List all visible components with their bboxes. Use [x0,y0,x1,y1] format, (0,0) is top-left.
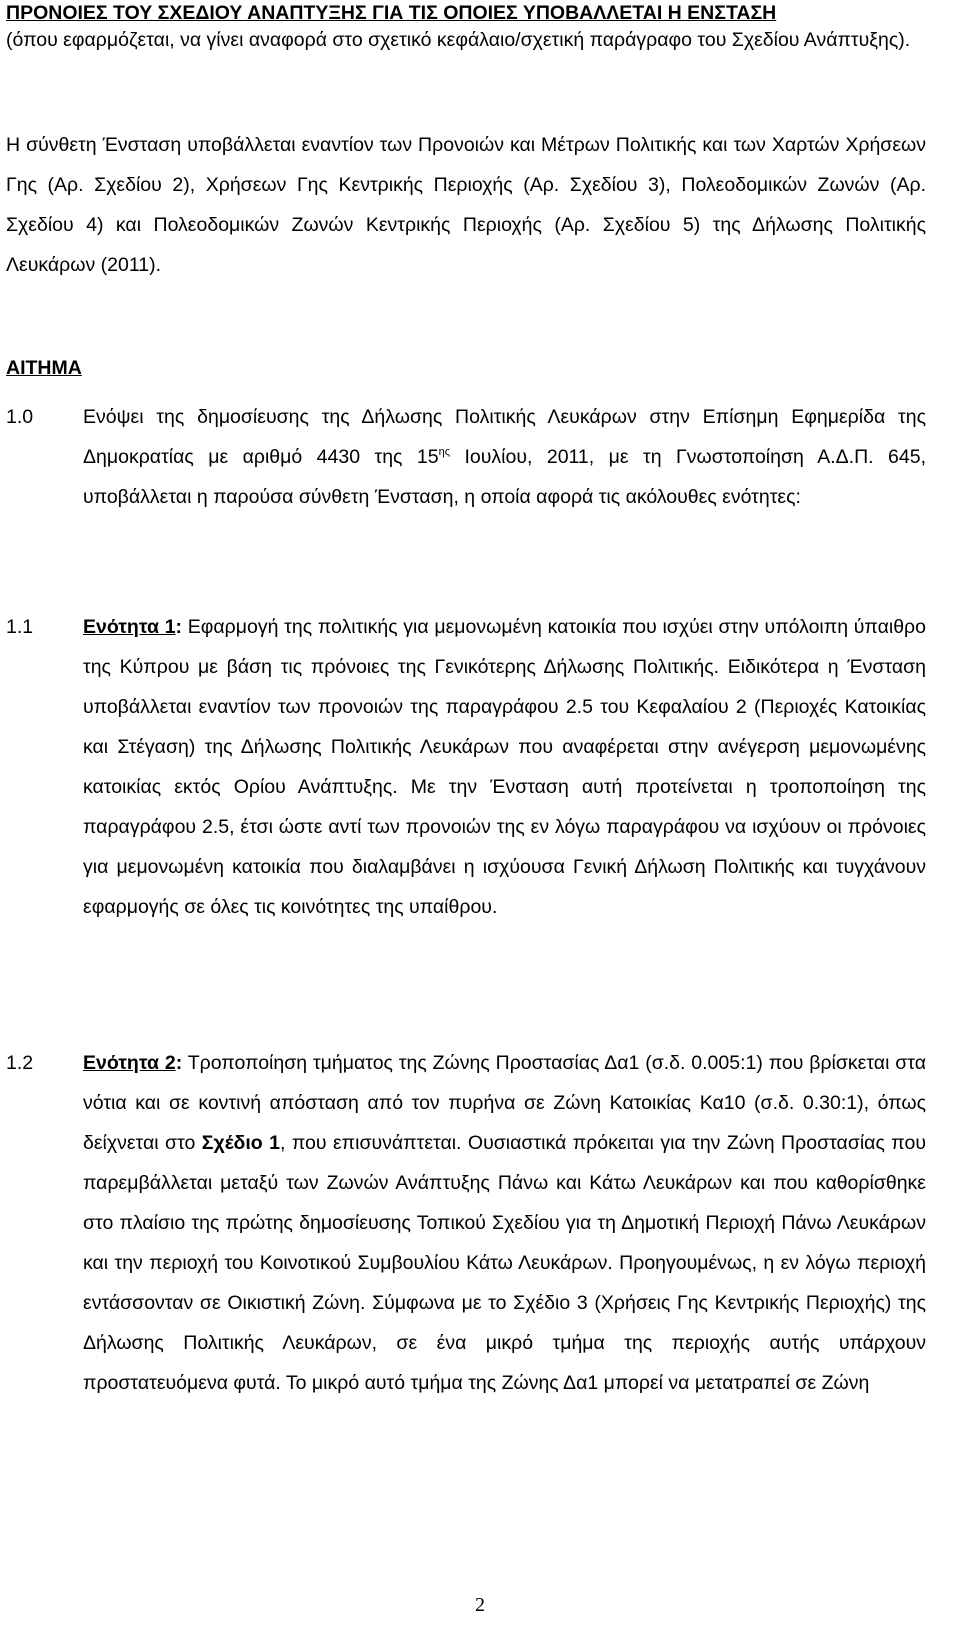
section-body: Ενότητα 2: Τροποποίηση τμήματος της Ζώνης Προστασίας Δα1 (σ.δ. 0.005:1) που βρίσκεται στα νότια και σε κοντινή απόσταση από τον πυρήνα σε Ζώνη Κατοικίας Κα10 (σ.δ. 0.30:1), όπως δείχνεται στο Σχέδιο 1, που επισυνάπτεται. Ουσιαστικά πρόκειται για την Ζώνη Προστασίας που παρεμβάλλεται μεταξύ των Ζωνών Ανάπτυξης Πάνω και Κάτω Λευκάρων και που καθορίσθηκε στο πλαίσιο της πρώτης δημοσίευσης Τοπικού Σχεδίου για τη Δημοτική Περιοχή Πάνω Λευκάρων και την περιοχή του Κοινοτικού Συμβουλίου Κάτω Λευκάρων. Προηγουμένως, η εν λόγω περιοχή εντάσσονταν σε Οικιστική Ζώνη. Σύμφωνα με το Σχέδιο 3 (Χρήσεις Γης Κεντρικής Περιοχής) της Δήλωσης Πολιτικής Λευκάρων, σε ένα μικρό τμήμα της περιοχής αυτής υπάρχουν προστατευόμενα φυτά. Το μικρό αυτό τμήμα της Ζώνης Δα1 μπορεί να μετατραπεί σε Ζώνη [83,1052,927,1394]
section-number: 1.0 [6,406,34,428]
section-heading [6,0,926,54]
heading-subtitle: (όπου εφαρμόζεται, να γίνει αναφορά στο σχετικό κεφάλαιο/σχετική παράγραφο του Σχεδίου Ανάπτυξης). [6,29,911,51]
section-label: Ενότητα 2 [83,1052,176,1074]
plan-reference: Σχέδιο 1 [201,1132,280,1154]
heading-title: ΠΡΟΝΟΙΕΣ ΤΟΥ ΣΧΕΔΙΟΥ ΑΝΑΠΤΥΞΗΣ ΓΙΑ ΤΙΣ ΟΠΟΙΕΣ ΥΠΟΒΑΛΛΕΤΑΙ Η ΕΝΣΤΑΣΗ [6,2,777,24]
aitima-heading: ΑΙΤΗΜΑ [6,357,82,379]
superscript: ης [438,446,451,458]
section-label: Ενότητα 1 [83,616,176,638]
section-body: Ενότητα 1: Εφαρμογή της πολιτικής για μεμονωμένη κατοικία που ισχύει στην υπόλοιπη ύπαιθρο της Κύπρου με βάση τις πρόνοιες της Γενικότερης Δήλωσης Πολιτικής. Ειδικότερα η Ένσταση υποβάλλεται εναντίον των προνοιών της παραγράφου 2.5 του Κεφαλαίου 2 (Περιοχές Κατοικίας και Στέγαση) της Δήλωσης Πολιτικής Λευκάρων που αναφέρεται στην ανέγερση μεμονωμένης κατοικίας εκτός Ορίου Ανάπτυξης. Με την Ένσταση αυτή προτείνεται η τροποποίηση της παραγράφου 2.5, έτσι ώστε αντί των προνοιών της εν λόγω παραγράφου να ισχύουν οι πρόνοιες για μεμονωμένη κατοικία που διαλαμβάνει η ισχύουσα Γενική Δήλωση Πολιτικής και τυγχάνουν εφαρμογής σε όλες τις κοινότητες της υπαίθρου. [83,616,926,918]
section-number: 1.2 [6,1052,34,1074]
intro-paragraph: Η σύνθετη Ένσταση υποβάλλεται εναντίον των Προνοιών και Μέτρων Πολιτικής και των Χαρτών Χρήσεων Γης (Αρ. Σχεδίου 2), Χρήσεων Γης Κεντρικής Περιοχής (Αρ. Σχεδίου 3), Πολεοδομικών Ζωνών (Αρ. Σχεδίου 4) και Πολεοδομικών Ζωνών Κεντρικής Περιοχής (Αρ. Σχεδίου 5) της Δήλωσης Πολιτικής Λευκάρων (2011). [6,134,926,276]
section-number: 1.1 [6,616,34,638]
page-number: 2 [475,1594,485,1616]
section-body: Ενόψει της δημοσίευσης της Δήλωσης Πολιτικής Λευκάρων στην Επίσημη Εφημερίδα της Δημοκρατίας με αριθμό 4430 της $15^{\eta\varsigma}$ Ιουλίου, 2011, με τη Γνωστοποίηση Α.Δ.Π. 645, υποβάλλεται η παρούσα σύνθετη Ένσταση, η οποία αφορά τις ακόλουθες ενότητες: [83,406,926,508]
